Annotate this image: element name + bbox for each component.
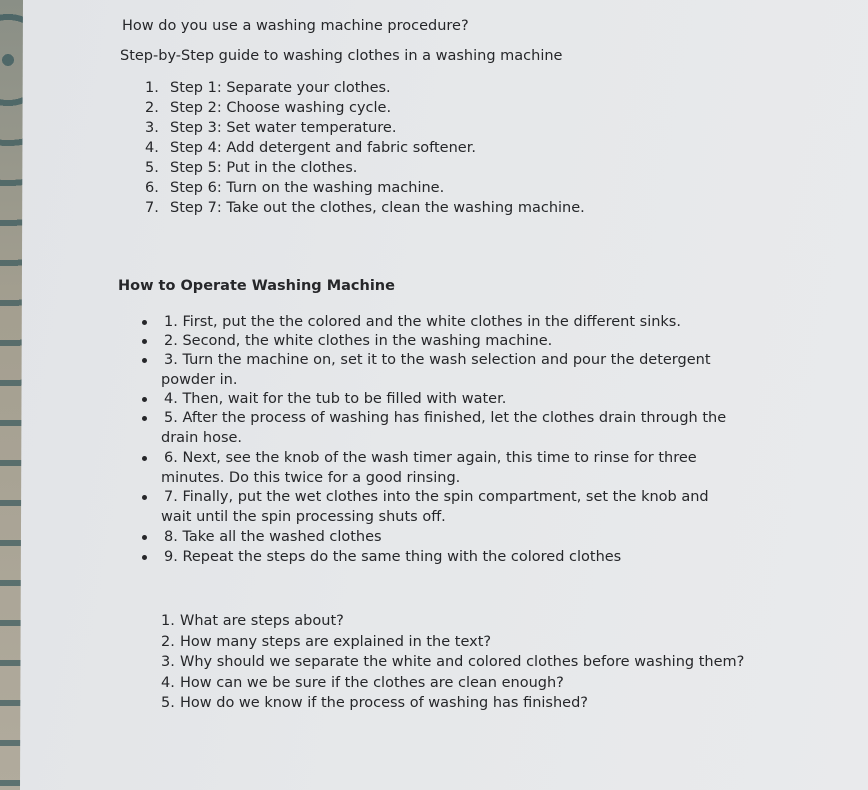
operate-item [142,313,782,332]
operate-text-continued: wait until the spin processing shuts off. [161,508,446,525]
question-number: 1. [161,613,175,629]
operate-text: 5. After the process of washing has finished, let the clothes drain through the [164,410,727,426]
question-item [161,633,491,652]
step-number: 7. [145,200,159,216]
step-item [145,159,357,178]
step-number: 6. [145,180,159,196]
step-number: 4. [145,140,159,156]
operate-item [142,548,782,567]
step-number: 5. [145,160,159,176]
question-number: 5. [161,695,175,711]
question-item [161,694,588,713]
operate-item [142,528,782,547]
operate-item [142,390,782,409]
operate-text: 9. Repeat the steps do the same thing with the colored clothes [164,549,622,565]
bullet-icon [142,456,147,461]
operate-text: 6. Next, see the knob of the wash timer again, this time to rinse for three [164,450,697,466]
bullet-icon [142,416,147,421]
step-text: Step 6: Turn on the washing machine. [170,180,445,196]
operate-text-continued: minutes. Do this twice for a good rinsing. [161,469,461,486]
operate-text: 7. Finally, put the wet clothes into the spin compartment, set the knob and [164,489,709,505]
question-text: How can we be sure if the clothes are clean enough? [180,674,564,691]
step-text: Step 3: Set water temperature. [170,120,397,136]
operate-item [142,449,782,488]
bullet-icon [142,495,147,500]
question-number: 2. [161,633,175,650]
question-item [161,653,744,672]
step-item [145,139,476,158]
step-text: Step 4: Add detergent and fabric softener. [170,140,476,156]
operate-heading: How to Operate Washing Machine [118,278,395,294]
step-number: 2. [145,100,159,116]
operate-item [142,351,782,390]
question-text: What are steps about? [180,613,344,629]
document-title: How do you use a washing machine procedure? [122,18,469,34]
question-text: How many steps are explained in the text? [180,633,492,650]
step-item [145,99,391,118]
bullet-icon [142,320,147,325]
question-item [161,612,344,631]
step-number: 3. [145,120,159,136]
step-item [145,199,585,218]
operate-text: 8. Take all the washed clothes [164,529,382,545]
step-text: Step 7: Take out the clothes, clean the washing machine. [170,200,585,216]
bullet-icon [142,535,147,540]
step-text: Step 1: Separate your clothes. [170,80,391,96]
question-number: 3. [161,654,175,670]
bullet-icon [142,358,147,363]
operate-item [142,409,782,448]
operate-text: 4. Then, wait for the tub to be filled with water. [164,391,507,407]
question-number: 4. [161,674,175,691]
operate-text: 1. First, put the the colored and the white clothes in the different sinks. [164,314,681,330]
step-item [145,79,391,98]
step-text: Step 2: Choose washing cycle. [170,100,392,116]
operate-item [142,488,782,527]
step-item [145,179,444,198]
step-item [145,119,396,138]
question-text: How do we know if the process of washing has finished? [180,695,588,711]
operate-text: 2. Second, the white clothes in the washing machine. [164,333,553,349]
operate-text-continued: drain hose. [161,429,243,446]
step-number: 1. [145,80,159,96]
bullet-icon [142,339,147,344]
question-item [161,674,564,693]
bullet-icon [142,555,147,560]
operate-text: 3. Turn the machine on, set it to the wash selection and pour the detergent [164,352,711,368]
operate-item [142,332,782,351]
question-text: Why should we separate the white and colored clothes before washing them? [180,654,745,670]
step-text: Step 5: Put in the clothes. [170,160,358,176]
document-subtitle: Step-by-Step guide to washing clothes in a washing machine [120,48,563,64]
bullet-icon [142,397,147,402]
operate-text-continued: powder in. [161,371,238,388]
